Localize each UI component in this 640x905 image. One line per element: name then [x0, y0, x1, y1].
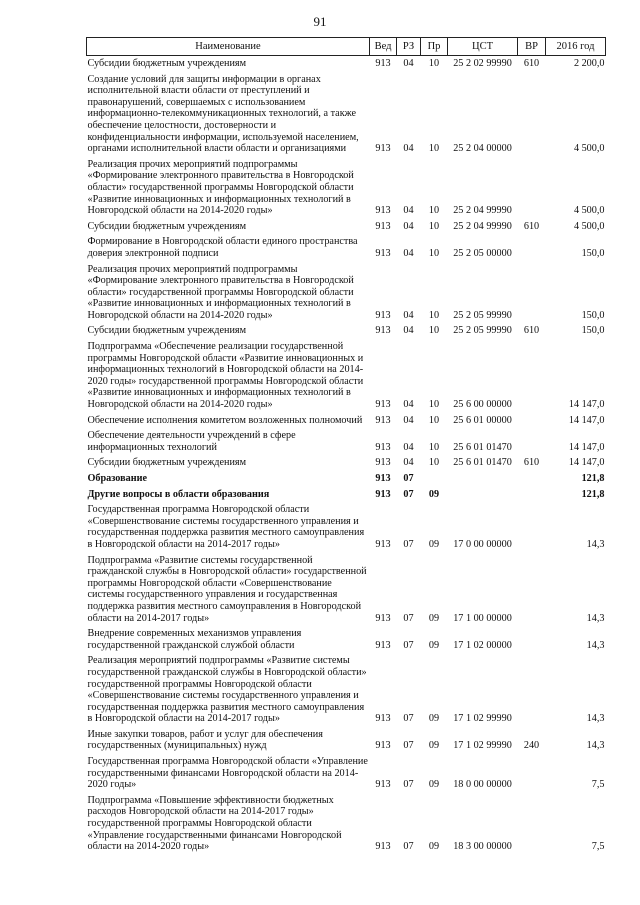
row-pr: 09 — [428, 713, 440, 725]
row-amount: 14 147,0 — [568, 414, 605, 426]
row-pr: 10 — [428, 220, 440, 232]
row-name: Реализация прочих мероприятий подпрограммы «Формирование электронного правительства в Новгородской области» государственной программы Новгородской области «Развитие инновационных и информационных технологий в Новгородской области на 2014-2020 годы» — [87, 263, 354, 321]
row-rz: 04 — [403, 399, 414, 411]
row-cst — [448, 487, 518, 503]
row-rz: 07 — [403, 612, 414, 624]
row-rz: 07 — [403, 473, 414, 484]
row-pr: 10 — [428, 325, 440, 337]
row-pr: 09 — [428, 740, 440, 752]
table-row — [87, 653, 606, 727]
row-name: Подпрограмма «Обеспечение реализации государственной программы Новгородской области «Развитие инновационных и информационных технологий в Новгородской области на 2014-2020 годы» государственной программы Новгородской области «Развитие инновационных и информационных технологий в Новгородской области на 2014-2020 годы» — [87, 341, 364, 411]
row-rz: 04 — [403, 325, 414, 337]
row-rz: 07 — [403, 639, 414, 651]
row-amount: 4 500,0 — [573, 143, 605, 155]
row-pr: 09 — [428, 841, 440, 853]
table-row — [87, 553, 606, 627]
row-pr: 09 — [428, 612, 440, 624]
row-vr — [518, 413, 546, 429]
row-amount: 14 147,0 — [568, 399, 605, 411]
row-vr — [518, 553, 546, 627]
row-rz: 07 — [403, 779, 414, 791]
row-name: Подпрограмма «Развитие системы государственной гражданской службы в Новгородской области» государственной программы Новгородской области «Совершенствование системы государственного управления и государственная поддержка развития местного самоуправления в Новгородской области на 2014-2017 годы» — [87, 554, 367, 624]
row-ved: 913 — [375, 612, 391, 624]
row-cst: 25 6 01 00000 — [453, 414, 512, 426]
row-amount: 4 500,0 — [573, 220, 605, 232]
row-pr: 10 — [428, 414, 440, 426]
row-ved: 913 — [375, 713, 391, 725]
table-row — [87, 502, 606, 552]
row-ved: 913 — [375, 143, 391, 155]
row-amount: 7,5 — [591, 779, 605, 791]
row-ved: 913 — [375, 538, 391, 550]
row-vr — [518, 487, 546, 503]
table-header-row — [87, 38, 606, 56]
row-ved: 913 — [375, 220, 391, 232]
row-ved: 913 — [375, 414, 391, 426]
row-rz: 04 — [403, 247, 414, 259]
header-cst: ЦСТ — [448, 38, 518, 56]
row-ved: 913 — [375, 325, 391, 337]
row-vr: 610 — [523, 220, 540, 232]
row-vr — [518, 72, 546, 157]
row-name: Иные закупки товаров, работ и услуг для обеспечения государственных (муниципальных) нужд — [87, 728, 323, 752]
table-row — [87, 754, 606, 793]
row-rz: 07 — [403, 488, 414, 500]
row-rz: 04 — [403, 309, 414, 321]
row-name: Формирование в Новгородской области единого пространства доверия электронной подписи — [87, 236, 358, 259]
row-name: Другие вопросы в области образования — [87, 488, 270, 500]
row-rz: 07 — [403, 740, 414, 752]
row-amount: 7,5 — [591, 841, 605, 853]
row-name: Создание условий для защиты информации в органах исполнительной власти области от преступлений и правонарушений, совершаемых с использованием информационно-телекоммуникационных технологий, а также обеспечение целостности, достоверности и конфиденциальности информации, используемой населением, органами исполнительной власти области и организациями — [87, 73, 359, 155]
row-cst: 25 2 05 99990 — [453, 325, 512, 337]
row-cst: 25 2 05 00000 — [453, 247, 512, 259]
row-pr: 09 — [428, 538, 440, 550]
row-amount: 14,3 — [586, 612, 605, 624]
row-ved: 913 — [375, 457, 391, 469]
row-rz: 07 — [403, 538, 414, 550]
row-vr — [518, 653, 546, 727]
table-row — [87, 626, 606, 653]
row-ved: 913 — [375, 441, 391, 453]
row-cst: 18 3 00 00000 — [453, 841, 512, 853]
row-name: Государственная программа Новгородской области «Совершенствование системы государственного управления и государственная поддержка развития местного самоуправления в Новгородской области на 2014-2017 годы» — [87, 504, 365, 550]
row-vr: 610 — [523, 457, 540, 469]
row-rz: 04 — [403, 441, 414, 453]
row-name: Обеспечение деятельности учреждений в сфере информационных технологий — [87, 430, 296, 453]
row-ved: 913 — [375, 740, 391, 752]
table-row — [87, 793, 606, 855]
row-name: Субсидии бюджетным учреждениям — [87, 325, 247, 337]
row-amount: 14,3 — [586, 740, 605, 752]
table-row — [87, 72, 606, 157]
page-number: 91 — [313, 14, 327, 29]
row-vr: 610 — [523, 325, 540, 337]
row-rz: 04 — [403, 414, 414, 426]
row-ved: 913 — [375, 58, 391, 69]
table-row — [87, 56, 606, 72]
row-ved: 913 — [375, 473, 391, 484]
row-vr — [518, 754, 546, 793]
row-rz: 04 — [403, 143, 414, 155]
row-vr: 240 — [523, 740, 540, 752]
row-amount: 150,0 — [581, 309, 605, 321]
row-ved: 913 — [375, 488, 391, 500]
row-cst: 17 0 00 00000 — [453, 538, 512, 550]
row-pr: 10 — [428, 441, 440, 453]
table-row — [87, 471, 606, 487]
header-pr: Пр — [421, 38, 448, 56]
row-name: Образование — [87, 473, 148, 484]
row-cst: 25 6 00 00000 — [453, 399, 512, 411]
row-rz: 07 — [403, 713, 414, 725]
table-body — [87, 56, 606, 855]
row-amount: 14 147,0 — [568, 457, 605, 469]
row-pr: 10 — [428, 309, 440, 321]
table-row — [87, 219, 606, 235]
row-cst: 17 1 00 00000 — [453, 612, 512, 624]
table-row — [87, 323, 606, 339]
row-vr — [518, 793, 546, 855]
table-row — [87, 727, 606, 754]
row-name: Реализация прочих мероприятий подпрограммы «Формирование электронного правительства в Новгородской области» государственной программы Новгородской области «Развитие инновационных и информационных технологий в Новгородской области на 2014-2020 годы» — [87, 158, 354, 217]
table-row — [87, 455, 606, 471]
row-name: Субсидии бюджетным учреждениям — [87, 220, 247, 232]
table-row — [87, 262, 606, 324]
table-row — [87, 157, 606, 219]
table-row — [87, 428, 606, 455]
header-ved: Вед — [370, 38, 397, 56]
row-amount: 121,8 — [581, 473, 605, 484]
row-pr: 10 — [428, 399, 440, 411]
row-name: Субсидии бюджетным учреждениям — [87, 58, 247, 69]
table-row — [87, 487, 606, 503]
row-cst: 25 2 04 99990 — [453, 220, 512, 232]
row-ved: 913 — [375, 399, 391, 411]
row-pr: 10 — [428, 247, 440, 259]
row-ved: 913 — [375, 309, 391, 321]
row-name: Подпрограмма «Повышение эффективности бюджетных расходов Новгородской области на 2014-2017 годы» государственной программы Новгородской области «Управление государственными финансами Новгородской области на 2014-2020 годы» — [87, 794, 342, 853]
row-vr — [518, 262, 546, 324]
row-pr: 09 — [428, 488, 440, 500]
row-ved: 913 — [375, 247, 391, 259]
budget-table — [86, 37, 606, 855]
row-amount: 14,3 — [586, 538, 605, 550]
row-amount: 150,0 — [581, 325, 605, 337]
row-cst: 25 6 01 01470 — [453, 441, 512, 453]
row-cst: 25 6 01 01470 — [453, 457, 512, 469]
row-cst: 25 2 02 99990 — [453, 58, 512, 69]
row-vr — [518, 428, 546, 455]
row-pr — [421, 471, 448, 487]
row-vr — [518, 339, 546, 413]
table-row — [87, 413, 606, 429]
row-vr — [518, 502, 546, 552]
row-vr — [518, 234, 546, 261]
row-pr: 09 — [428, 779, 440, 791]
row-vr: 610 — [523, 58, 540, 69]
row-ved: 913 — [375, 639, 391, 651]
header-year: 2016 год — [546, 38, 606, 56]
row-amount: 4 500,0 — [573, 205, 605, 217]
row-name: Государственная программа Новгородской области «Управление государственными финансами Новгородской области на 2014-2020 годы» — [87, 756, 368, 791]
header-vr: ВР — [518, 38, 546, 56]
row-pr: 10 — [428, 457, 440, 469]
row-ved: 913 — [375, 841, 391, 853]
row-pr: 10 — [428, 205, 440, 217]
row-ved: 913 — [375, 779, 391, 791]
row-cst: 17 1 02 00000 — [453, 639, 512, 651]
row-name: Реализация мероприятий подпрограммы «Развитие системы государственной гражданской службы в Новгородской области» государственной программы Новгородской области «Совершенствование системы государственного управления и государственная поддержка развития местного самоуправления в Новгородской области на 2014-2017 годы» — [87, 655, 367, 725]
row-rz: 07 — [403, 841, 414, 853]
table-row — [87, 234, 606, 261]
row-cst: 25 2 05 99990 — [453, 309, 512, 321]
row-pr: 09 — [428, 639, 440, 651]
row-rz: 04 — [403, 205, 414, 217]
row-amount: 14,3 — [586, 713, 605, 725]
row-cst: 25 2 04 00000 — [453, 143, 512, 155]
row-rz: 04 — [403, 58, 414, 69]
row-amount: 121,8 — [581, 488, 605, 500]
row-amount: 150,0 — [581, 247, 605, 259]
row-name: Внедрение современных механизмов управления государственной гражданской службой области — [87, 628, 302, 651]
row-cst — [448, 471, 518, 487]
row-amount: 14 147,0 — [568, 441, 605, 453]
row-cst: 25 2 04 99990 — [453, 205, 512, 217]
table-row — [87, 339, 606, 413]
row-vr — [518, 626, 546, 653]
row-cst: 17 1 02 99990 — [453, 713, 512, 725]
row-pr: 10 — [428, 58, 440, 69]
row-rz: 04 — [403, 220, 414, 232]
row-name: Субсидии бюджетным учреждениям — [87, 457, 247, 469]
row-amount: 2 200,0 — [573, 58, 605, 69]
row-name: Обеспечение исполнения комитетом возложенных полномочий — [87, 414, 363, 426]
row-vr — [518, 157, 546, 219]
header-name: Наименование — [87, 38, 370, 56]
row-cst: 18 0 00 00000 — [453, 779, 512, 791]
header-rz: РЗ — [397, 38, 421, 56]
row-pr: 10 — [428, 143, 440, 155]
row-cst: 17 1 02 99990 — [453, 740, 512, 752]
row-ved: 913 — [375, 205, 391, 217]
row-vr — [518, 471, 546, 487]
row-rz: 04 — [403, 457, 414, 469]
row-amount: 14,3 — [586, 639, 605, 651]
